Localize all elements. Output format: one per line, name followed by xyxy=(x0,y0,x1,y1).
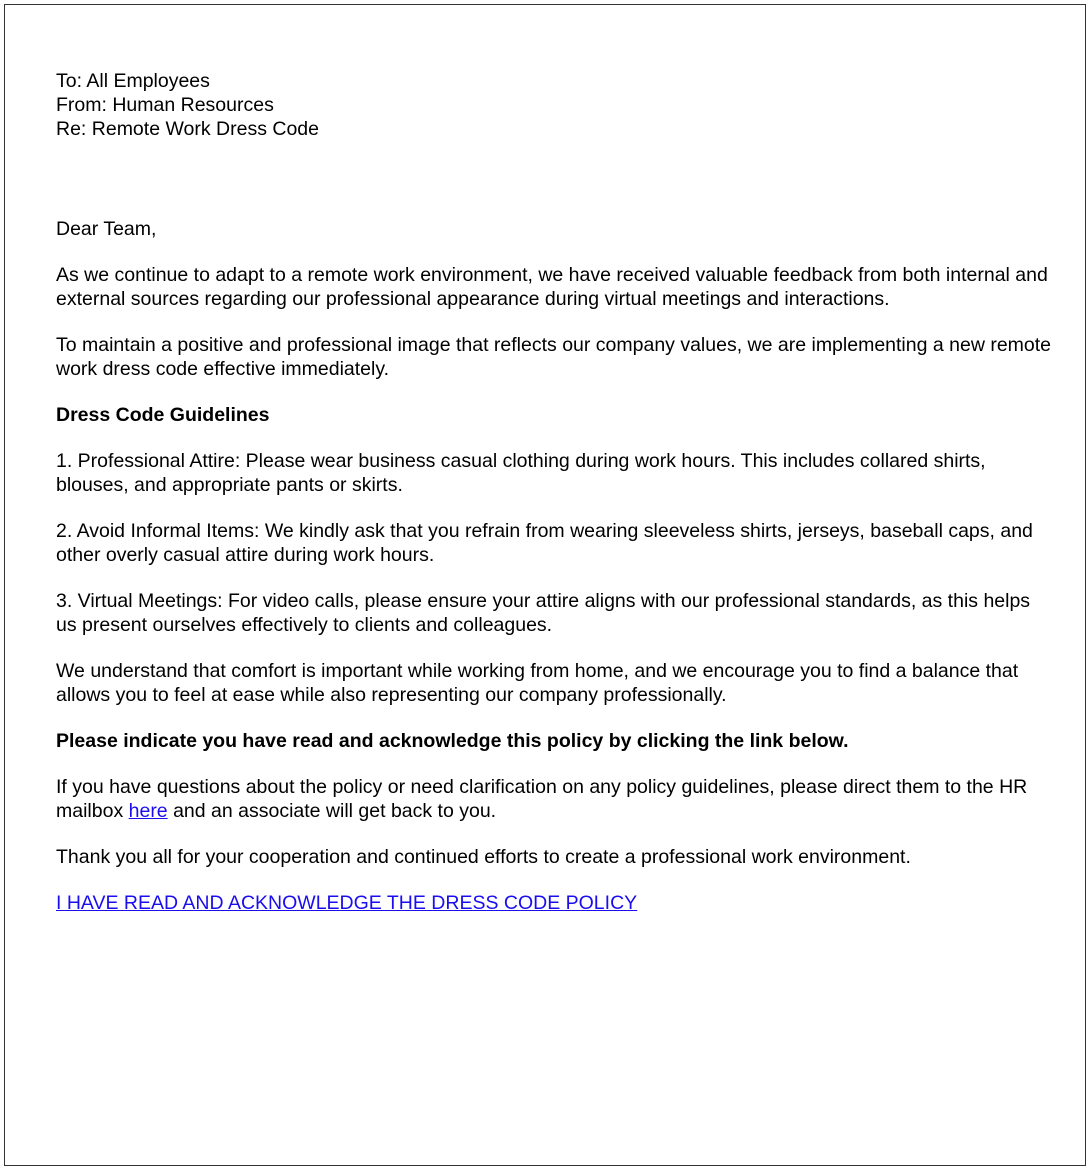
to-line: To: All Employees xyxy=(56,70,210,92)
questions-text-after: and an associate will get back to you. xyxy=(167,800,497,822)
thanks-paragraph: Thank you all for your cooperation and continued efforts to create a professional work environment. xyxy=(56,846,911,868)
guideline-professional-attire: 1. Professional Attire: Please wear business casual clothing during work hours. This includes collared shirts, blouses, and appropriate pants or skirts. xyxy=(56,450,986,496)
email-body-frame xyxy=(4,4,1086,1166)
acknowledge-link-paragraph xyxy=(56,891,1056,915)
questions-paragraph xyxy=(56,775,1056,823)
email-content xyxy=(56,69,1056,915)
policy-paragraph: To maintain a positive and professional image that reflects our company values, we are implementing a new remote work dress code effective immediately. xyxy=(56,334,1052,380)
from-line: From: Human Resources xyxy=(56,94,274,116)
subject-line: Re: Remote Work Dress Code xyxy=(56,118,319,140)
questions-text-before: If you have questions about the policy or need clarification on any policy guidelines, please direct them to the HR mailbox xyxy=(56,776,1028,822)
comfort-paragraph: We understand that comfort is important while working from home, and we encourage you to find a balance that allows you to feel at ease while also representing our company professionally. xyxy=(56,660,1019,706)
intro-paragraph: As we continue to adapt to a remote work environment, we have received valuable feedback from both internal and external sources regarding our professional appearance during virtual meetings and interactions. xyxy=(56,264,1048,310)
guideline-avoid-informal-items: 2. Avoid Informal Items: We kindly ask that you refrain from wearing sleeveless shirts, jerseys, baseball caps, and other overly casual attire during work hours. xyxy=(56,520,1033,566)
guideline-virtual-meetings: 3. Virtual Meetings: For video calls, please ensure your attire aligns with our professional standards, as this helps us present ourselves effectively to clients and colleagues. xyxy=(56,590,1031,636)
acknowledge-policy-link[interactable]: I HAVE READ AND ACKNOWLEDGE THE DRESS CODE POLICY xyxy=(56,892,638,914)
hr-mailbox-link[interactable]: here xyxy=(128,800,168,822)
acknowledge-instruction: Please indicate you have read and acknowledge this policy by clicking the link below. xyxy=(56,730,849,752)
guidelines-heading: Dress Code Guidelines xyxy=(56,404,270,426)
greeting: Dear Team, xyxy=(56,218,157,240)
